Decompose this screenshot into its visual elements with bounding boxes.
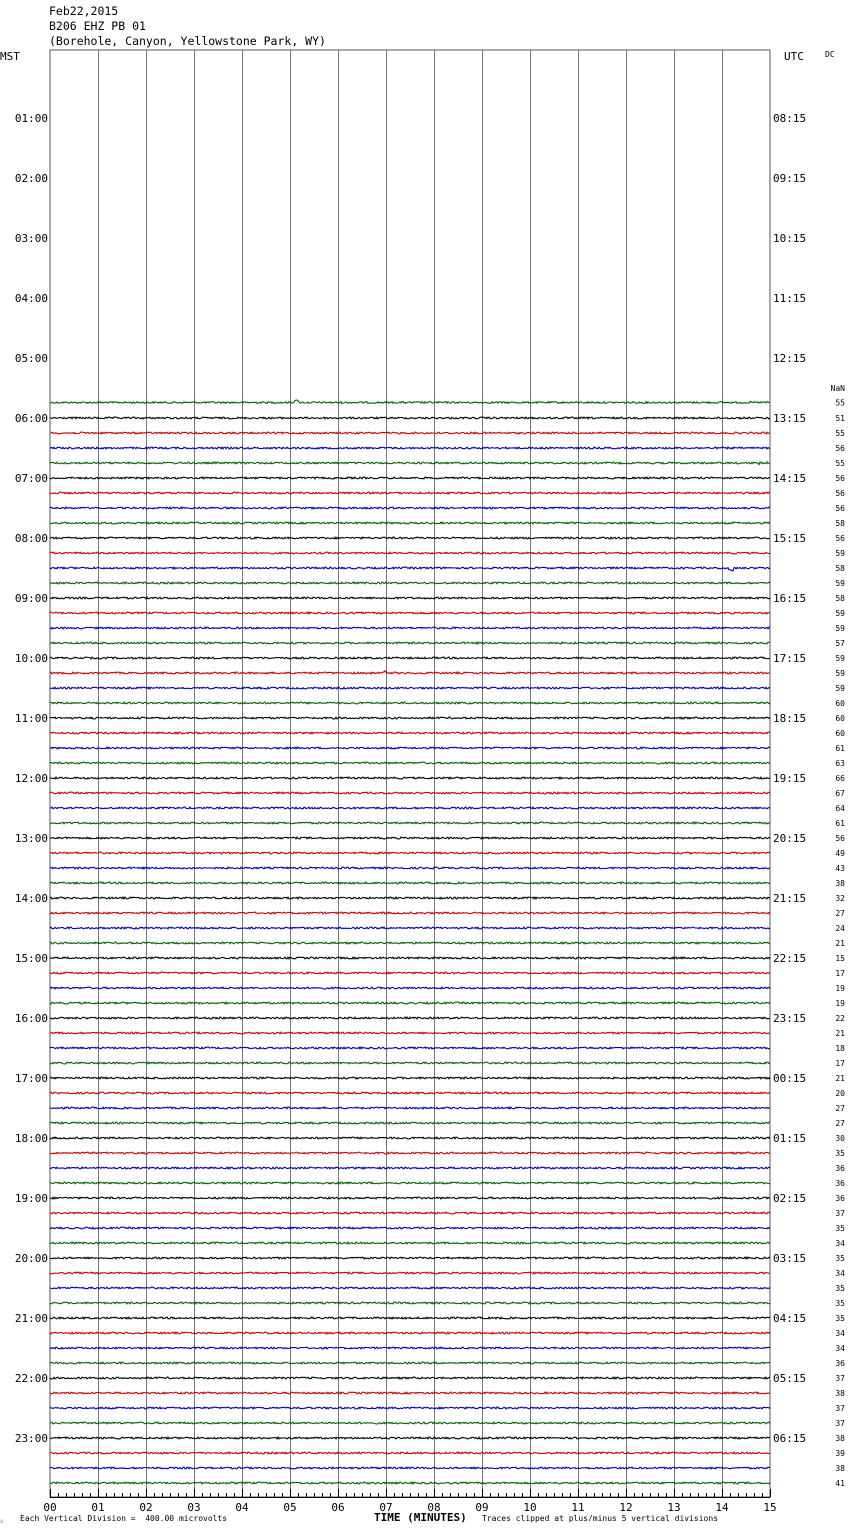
trace-value-label: 34 bbox=[835, 1239, 845, 1248]
traces bbox=[50, 400, 770, 1484]
hour-label-left: 01:00 bbox=[14, 112, 48, 125]
trace-value-label: 67 bbox=[835, 789, 845, 798]
trace-line bbox=[50, 1377, 770, 1379]
trace-line bbox=[50, 627, 770, 629]
trace-value-label: 59 bbox=[835, 549, 845, 558]
trace-line bbox=[50, 1302, 770, 1304]
hour-label-left: 06:00 bbox=[14, 412, 48, 425]
clip-note: Traces clipped at plus/minus 5 vertical divisions bbox=[482, 1514, 719, 1523]
trace-value-label: 37 bbox=[835, 1404, 845, 1413]
hour-label-right: 16:15 bbox=[773, 592, 807, 605]
trace-value-label: 38 bbox=[835, 1389, 845, 1398]
trace-value-label: 66 bbox=[835, 774, 845, 783]
trace-value-label: 58 bbox=[835, 564, 845, 573]
hour-label-left: 12:00 bbox=[14, 772, 48, 785]
hour-label-left: 02:00 bbox=[14, 172, 48, 185]
trace-line bbox=[50, 1242, 770, 1244]
station-label: B206 EHZ PB 01 bbox=[49, 19, 146, 33]
trace-line bbox=[50, 1182, 770, 1184]
x-tick-label: 11 bbox=[571, 1501, 585, 1514]
trace-line bbox=[50, 987, 770, 989]
trace-line bbox=[50, 1437, 770, 1439]
x-tick-label: 04 bbox=[235, 1501, 249, 1514]
trace-line bbox=[50, 477, 770, 479]
trace-line bbox=[50, 1062, 770, 1064]
trace-line bbox=[50, 1002, 770, 1004]
trace-value-label: 35 bbox=[835, 1284, 845, 1293]
trace-value-label: 55 bbox=[835, 459, 845, 468]
trace-value-label: 35 bbox=[835, 1314, 845, 1323]
trace-line bbox=[50, 1212, 770, 1214]
trace-value-label: 24 bbox=[835, 924, 845, 933]
trace-value-label: 56 bbox=[835, 834, 845, 843]
hour-label-right: 13:15 bbox=[773, 412, 807, 425]
trace-line bbox=[50, 400, 770, 403]
trace-value-label: 19 bbox=[835, 984, 845, 993]
trace-value-label: 21 bbox=[835, 1074, 845, 1083]
trace-line bbox=[50, 1017, 770, 1019]
trace-line bbox=[50, 942, 770, 944]
trace-line bbox=[50, 671, 770, 674]
trace-line bbox=[50, 957, 770, 959]
hour-label-right: 14:15 bbox=[773, 472, 807, 485]
hour-label-right: 05:15 bbox=[773, 1372, 807, 1385]
trace-value-label: 63 bbox=[835, 759, 845, 768]
trace-line bbox=[50, 1107, 770, 1109]
trace-value-label: 38 bbox=[835, 1464, 845, 1473]
hour-label-right: 17:15 bbox=[773, 652, 807, 665]
hour-label-right: 01:15 bbox=[773, 1132, 807, 1145]
x-tick-label: 02 bbox=[139, 1501, 153, 1514]
nan-label: NaN bbox=[830, 384, 845, 393]
trace-line bbox=[50, 837, 770, 839]
hour-label-left: 18:00 bbox=[14, 1132, 48, 1145]
x-axis-title: TIME (MINUTES) bbox=[374, 1511, 467, 1524]
trace-line bbox=[50, 867, 770, 869]
trace-line bbox=[50, 1122, 770, 1124]
trace-line bbox=[50, 777, 770, 779]
hour-label-left: 20:00 bbox=[14, 1252, 48, 1265]
hour-label-right: 23:15 bbox=[773, 1012, 807, 1025]
trace-line bbox=[50, 1407, 770, 1409]
trace-line bbox=[50, 1347, 770, 1349]
hour-label-left: 23:00 bbox=[14, 1432, 48, 1445]
trace-line bbox=[50, 1257, 770, 1259]
hour-label-right: 06:15 bbox=[773, 1432, 807, 1445]
x-tick-label: 08 bbox=[427, 1501, 441, 1514]
hour-label-right: 08:15 bbox=[773, 112, 807, 125]
trace-value-label: 21 bbox=[835, 1029, 845, 1038]
trace-value-label: 60 bbox=[835, 699, 845, 708]
trace-line bbox=[50, 642, 770, 644]
x-tick-label: 15 bbox=[763, 1501, 777, 1514]
hour-label-left: 08:00 bbox=[14, 532, 48, 545]
trace-value-label: 35 bbox=[835, 1224, 845, 1233]
trace-line bbox=[50, 1452, 770, 1454]
trace-value-label: 27 bbox=[835, 1104, 845, 1113]
hour-label-left: 05:00 bbox=[14, 352, 48, 365]
location-label: (Borehole, Canyon, Yellowstone Park, WY) bbox=[49, 34, 326, 48]
trace-line bbox=[50, 1032, 770, 1034]
trace-line bbox=[50, 552, 770, 554]
trace-value-label: 22 bbox=[835, 1014, 845, 1023]
hour-label-right: 10:15 bbox=[773, 232, 807, 245]
trace-line bbox=[50, 447, 770, 449]
trace-value-label: 38 bbox=[835, 1434, 845, 1443]
trace-value-label: 27 bbox=[835, 1119, 845, 1128]
trace-value-label: 34 bbox=[835, 1329, 845, 1338]
trace-value-label: 56 bbox=[835, 489, 845, 498]
trace-line bbox=[50, 1422, 770, 1424]
trace-value-label: 59 bbox=[835, 654, 845, 663]
x-tick-label: 09 bbox=[475, 1501, 489, 1514]
x-tick-label: 03 bbox=[187, 1501, 201, 1514]
hour-label-right: 11:15 bbox=[773, 292, 807, 305]
x-tick-label: 05 bbox=[283, 1501, 297, 1514]
trace-value-label: 56 bbox=[835, 534, 845, 543]
trace-line bbox=[50, 1047, 770, 1049]
trace-value-label: 37 bbox=[835, 1209, 845, 1218]
hour-label-left: 13:00 bbox=[14, 832, 48, 845]
trace-line bbox=[50, 1137, 770, 1139]
trace-value-label: 37 bbox=[835, 1374, 845, 1383]
hour-label-right: 15:15 bbox=[773, 532, 807, 545]
trace-line bbox=[50, 432, 770, 434]
trace-line bbox=[50, 462, 770, 465]
trace-line bbox=[50, 612, 770, 614]
hour-label-left: 22:00 bbox=[14, 1372, 48, 1385]
logo-mark: ∴ bbox=[0, 1518, 4, 1525]
hour-label-left: 03:00 bbox=[14, 232, 48, 245]
trace-line bbox=[50, 507, 770, 509]
hour-label-right: 09:15 bbox=[773, 172, 807, 185]
hour-label-right: 19:15 bbox=[773, 772, 807, 785]
trace-value-label: 41 bbox=[835, 1479, 845, 1488]
x-tick-label: 01 bbox=[91, 1501, 105, 1514]
hour-label-left: 10:00 bbox=[14, 652, 48, 665]
trace-line bbox=[50, 567, 770, 571]
trace-value-label: 57 bbox=[835, 639, 845, 648]
trace-value-label: 17 bbox=[835, 969, 845, 978]
scale-note: Each Vertical Division = 400.00 microvolts bbox=[20, 1514, 228, 1523]
trace-value-label: 58 bbox=[835, 594, 845, 603]
left-zone-label: MST bbox=[0, 50, 20, 63]
trace-value-label: 59 bbox=[835, 609, 845, 618]
x-tick-label: 13 bbox=[667, 1501, 681, 1514]
trace-line bbox=[50, 1362, 770, 1364]
hour-label-left: 17:00 bbox=[14, 1072, 48, 1085]
trace-line bbox=[50, 1077, 770, 1079]
trace-value-label: 39 bbox=[835, 1449, 845, 1458]
trace-line bbox=[50, 657, 770, 659]
hour-label-left: 16:00 bbox=[14, 1012, 48, 1025]
hour-label-left: 11:00 bbox=[14, 712, 48, 725]
trace-value-label: 38 bbox=[835, 879, 845, 888]
trace-line bbox=[50, 1227, 770, 1229]
trace-line bbox=[50, 537, 770, 539]
trace-value-label: 36 bbox=[835, 1359, 845, 1368]
trace-value-label: 35 bbox=[835, 1254, 845, 1263]
trace-value-label: 20 bbox=[835, 1089, 845, 1098]
trace-value-label: 36 bbox=[835, 1194, 845, 1203]
hour-label-left: 19:00 bbox=[14, 1192, 48, 1205]
date-label: Feb22,2015 bbox=[49, 4, 119, 18]
trace-line bbox=[50, 717, 770, 719]
hour-label-left: 15:00 bbox=[14, 952, 48, 965]
trace-line bbox=[50, 1392, 770, 1394]
trace-value-label: 36 bbox=[835, 1164, 845, 1173]
trace-line bbox=[50, 897, 770, 899]
trace-line bbox=[50, 972, 770, 974]
trace-value-label: 61 bbox=[835, 744, 845, 753]
trace-value-label: 19 bbox=[835, 999, 845, 1008]
trace-value-label: 36 bbox=[835, 1179, 845, 1188]
trace-line bbox=[50, 747, 770, 749]
hour-label-right: 03:15 bbox=[773, 1252, 807, 1265]
trace-line bbox=[50, 762, 770, 764]
trace-value-label: 34 bbox=[835, 1269, 845, 1278]
trace-value-label: 37 bbox=[835, 1419, 845, 1428]
hour-label-right: 18:15 bbox=[773, 712, 807, 725]
trace-line bbox=[50, 1317, 770, 1319]
trace-line bbox=[50, 582, 770, 584]
trace-value-label: 59 bbox=[835, 624, 845, 633]
hour-label-left: 04:00 bbox=[14, 292, 48, 305]
hour-label-right: 12:15 bbox=[773, 352, 807, 365]
trace-value-label: 32 bbox=[835, 894, 845, 903]
trace-line bbox=[50, 597, 770, 599]
hour-label-left: 09:00 bbox=[14, 592, 48, 605]
trace-value-label: 61 bbox=[835, 819, 845, 828]
trace-line bbox=[50, 1467, 770, 1469]
trace-value-label: 35 bbox=[835, 1299, 845, 1308]
hour-label-right: 00:15 bbox=[773, 1072, 807, 1085]
trace-value-label: 27 bbox=[835, 909, 845, 918]
trace-value-label: 49 bbox=[835, 849, 845, 858]
trace-value-label: 21 bbox=[835, 939, 845, 948]
trace-value-label: 59 bbox=[835, 684, 845, 693]
trace-line bbox=[50, 522, 770, 524]
trace-line bbox=[50, 927, 770, 929]
trace-value-label: 59 bbox=[835, 669, 845, 678]
hour-label-right: 22:15 bbox=[773, 952, 807, 965]
trace-line bbox=[50, 1332, 770, 1334]
trace-value-label: 15 bbox=[835, 954, 845, 963]
trace-line bbox=[50, 1287, 770, 1289]
trace-value-label: 43 bbox=[835, 864, 845, 873]
trace-value-label: 56 bbox=[835, 474, 845, 483]
hour-label-left: 07:00 bbox=[14, 472, 48, 485]
trace-line bbox=[50, 702, 770, 704]
trace-line bbox=[50, 1482, 770, 1484]
hour-label-left: 21:00 bbox=[14, 1312, 48, 1325]
trace-value-label: 34 bbox=[835, 1344, 845, 1353]
x-tick-label: 00 bbox=[43, 1501, 57, 1514]
plot-frame bbox=[50, 50, 770, 1497]
trace-line bbox=[50, 417, 770, 419]
trace-line bbox=[50, 1092, 770, 1094]
dc-label: DC bbox=[825, 50, 835, 59]
trace-value-label: 18 bbox=[835, 1044, 845, 1053]
trace-line bbox=[50, 1167, 770, 1169]
hour-label-right: 04:15 bbox=[773, 1312, 807, 1325]
right-zone-label: UTC bbox=[784, 50, 804, 63]
trace-line bbox=[50, 1197, 770, 1199]
hour-label-right: 21:15 bbox=[773, 892, 807, 905]
trace-value-label: 60 bbox=[835, 729, 845, 738]
trace-line bbox=[50, 732, 770, 734]
x-tick-label: 07 bbox=[379, 1501, 393, 1514]
trace-value-label: 51 bbox=[835, 414, 845, 423]
trace-value-label: 17 bbox=[835, 1059, 845, 1068]
trace-value-label: 55 bbox=[835, 429, 845, 438]
trace-line bbox=[50, 492, 770, 494]
hour-label-right: 20:15 bbox=[773, 832, 807, 845]
trace-line bbox=[50, 852, 770, 854]
trace-value-label: 60 bbox=[835, 714, 845, 723]
trace-value-label: 59 bbox=[835, 579, 845, 588]
grid bbox=[50, 50, 770, 1497]
trace-line bbox=[50, 912, 770, 914]
x-tick-label: 12 bbox=[619, 1501, 633, 1514]
trace-value-label: 56 bbox=[835, 444, 845, 453]
x-tick-label: 06 bbox=[331, 1501, 345, 1514]
trace-line bbox=[50, 792, 770, 794]
trace-line bbox=[50, 687, 770, 689]
trace-line bbox=[50, 822, 770, 824]
trace-value-label: 30 bbox=[835, 1134, 845, 1143]
trace-value-label: 55 bbox=[835, 398, 845, 408]
hour-label-left: 14:00 bbox=[14, 892, 48, 905]
trace-value-label: 56 bbox=[835, 504, 845, 513]
trace-value-label: 58 bbox=[835, 519, 845, 528]
trace-line bbox=[50, 1152, 770, 1154]
trace-value-label: 35 bbox=[835, 1149, 845, 1158]
x-tick-label: 14 bbox=[715, 1501, 729, 1514]
x-tick-label: 10 bbox=[523, 1501, 537, 1514]
trace-line bbox=[50, 1272, 770, 1274]
trace-value-label: 64 bbox=[835, 804, 845, 813]
hour-label-right: 02:15 bbox=[773, 1192, 807, 1205]
trace-line bbox=[50, 807, 770, 809]
trace-line bbox=[50, 882, 770, 884]
